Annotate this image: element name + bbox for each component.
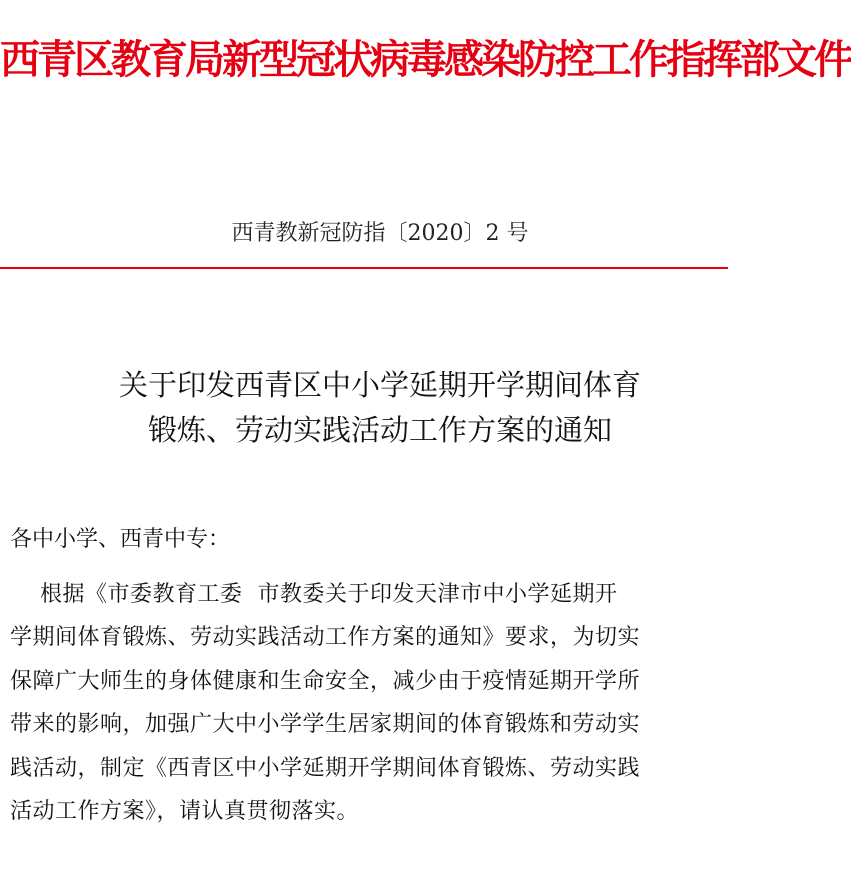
title-line: 关于印发西青区中小学延期开学期间体育: [118, 368, 641, 402]
body-line: 根据《市委教育工委 市教委关于印发天津市中小学延期开: [10, 582, 618, 607]
red-divider: [0, 267, 728, 269]
body-line: 活动工作方案》，请认真贯彻落实。: [10, 799, 360, 825]
body-line: 保障广大师生的身体健康和生命安全，减少由于疫情延期开学所: [10, 668, 641, 694]
issuer-header: 西青区教育局新型冠状病毒感染防控工作指挥部文件: [0, 37, 851, 83]
title-line: 锻炼、劳动实践活动工作方案的通知: [147, 413, 612, 447]
body-line: 践活动，制定《西青区中小学延期开学期间体育锻炼、劳动实践: [10, 755, 641, 781]
body-line: 学期间体育锻炼、劳动实践活动工作方案的通知》要求，为切实: [10, 625, 641, 651]
document-number: 西青教新冠防指〔2020〕2 号: [231, 221, 529, 246]
notice-title: [0, 363, 760, 453]
body-paragraph: [10, 573, 755, 833]
salutation: 各中小学、西青中专：: [10, 527, 231, 552]
body-line: 带来的影响，加强广大中小学学生居家期间的体育锻炼和劳动实: [10, 712, 641, 738]
